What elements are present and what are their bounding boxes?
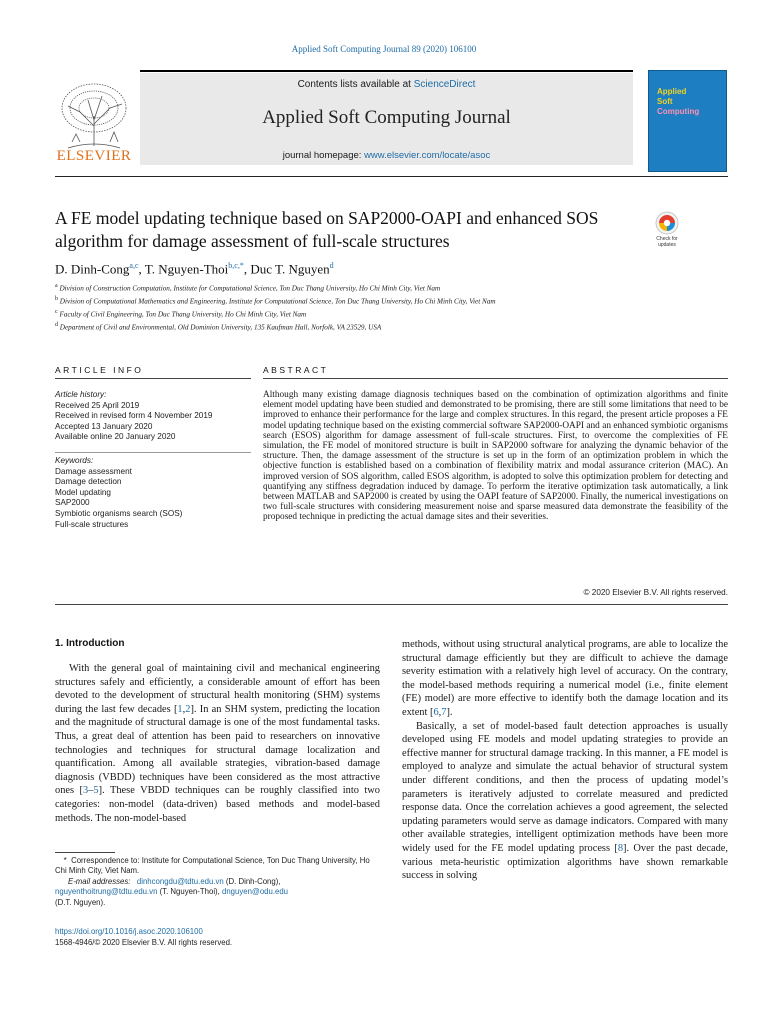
check-updates-line-2: updates xyxy=(658,242,676,248)
intro-text: ]. Over the past decade, various meta-heuristic optimization algorithms have shown remarkable success in solving xyxy=(402,842,729,882)
email-note xyxy=(55,877,380,908)
doi-link[interactable]: https://doi.org/10.1016/j.asoc.2020.106100 xyxy=(55,927,203,936)
intro-text: Basically, a set of model-based fault detection approaches is usually developed using FE models and model updating strategies to provide an effective manner for structural damage tracking. In this manner, a FE model is employed to analyze and simulate the actual behavior of structural system under different conditions, and then the process of updating model’s parameters is iteratively adjusted to correlate measured and predicted response data. Once the correlation achieves a good agreement, the selected updating parameters would serve as damage indicators. Compared with many other available strategies, intelligent optimization methods have been more widely used for the FE model updating process [ xyxy=(402,720,728,854)
email-owner: (D.T. Nguyen). xyxy=(55,897,106,907)
keyword: Damage assessment xyxy=(55,466,132,476)
journal-title: Applied Soft Computing Journal xyxy=(262,107,511,128)
intro-text: With the general goal of maintaining civil and mechanical engineering structures safely and efficiently, a considerable amount of effort has been devoted to the development of structural health monitoring (SHM) systems during the last few decades [ xyxy=(55,663,380,715)
correspondence-text: Correspondence to: Institute for Computational Science, Ton Duc Thang University, Ho Chi Minh City, Viet Nam. xyxy=(55,856,370,876)
keyword: SAP2000 xyxy=(55,498,90,508)
intro-paragraph xyxy=(402,720,728,883)
intro-text: ]. These VBDD techniques can be roughly classified into two categories: non-model (data-driven) based methods and model-based methods. The non-model-based xyxy=(55,785,380,824)
history-item: Received in revised form 4 November 2019 xyxy=(55,411,213,421)
author-affil-sup[interactable]: d xyxy=(329,261,334,270)
citation-link[interactable]: 2 xyxy=(185,703,191,715)
keyword: Symbiotic organisms search (SOS) xyxy=(55,508,183,518)
header-bottom-rule xyxy=(55,176,728,177)
history-item: Available online 20 January 2020 xyxy=(55,432,176,442)
author-separator: , xyxy=(243,261,251,277)
email-link[interactable]: nguyenthoitrung@tdtu.edu.vn xyxy=(55,887,158,897)
abstract-rule xyxy=(263,378,728,379)
affiliation xyxy=(55,294,630,307)
homepage-line xyxy=(140,150,633,161)
cover-line-3: Computing xyxy=(657,107,700,116)
abstract-bottom-rule xyxy=(55,604,728,605)
citation-link[interactable]: 8 xyxy=(617,842,624,854)
history-item: Received 25 April 2019 xyxy=(55,400,140,410)
intro-text: methods, without using structural analytical programs, are able to localize the structural damage efficiently but they are difficult to achieve the damage severity estimation with a relatively high level of accuracy. On the contrary, the model-based methods requiring a numerical model (i.e., finite element (FE) model) are more effective to identify both the damage location and its extent [ xyxy=(402,639,728,718)
email-link[interactable]: dinhcongdu@tdtu.edu.vn xyxy=(136,876,224,886)
cover-title xyxy=(657,87,699,117)
abstract-heading: ABSTRACT xyxy=(263,365,329,375)
history-item: Accepted 13 January 2020 xyxy=(55,421,153,431)
citation-link[interactable]: 7 xyxy=(441,706,447,718)
affiliation-text: Department of Civil and Environmental, Old Dominion University, 135 Kaufman Hall, Norfolk, VA 23529, USA xyxy=(59,323,382,332)
author-name[interactable]: Duc T. Nguyen xyxy=(250,261,330,277)
intro-text: ]. xyxy=(446,706,453,718)
affiliation-sup: b xyxy=(55,295,58,302)
contents-line xyxy=(140,79,633,90)
journal-cover-thumbnail[interactable] xyxy=(648,70,727,172)
cover-line-1: Applied xyxy=(657,87,687,96)
article-info-rule xyxy=(55,378,251,379)
intro-text: ]. In an SHM system, predicting the location and the magnitude of structural damage is one of the most fundamental tasks. Thus, a great deal of attention has been paid to researchers on innovative technologies and techniques for structural damage localization and quantification. Among all available strategies, vibration-based damage diagnosis (VBDD) techniques have been considered as the most attractive ones [ xyxy=(55,703,380,797)
citation-link[interactable]: 3 xyxy=(83,785,89,797)
email-label: E-mail addresses: xyxy=(68,876,131,886)
author-affil-sup[interactable]: a,c xyxy=(129,261,139,270)
article-title: A FE model updating technique based on SAP2000-OAPI and enhanced SOS algorithm for damage assessment of full-scale structures xyxy=(55,208,599,251)
affiliation-text: Faculty of Civil Engineering, Ton Duc Thang University, Ho Chi Minh City, Viet Nam xyxy=(59,310,307,319)
citation-link[interactable]: 5 xyxy=(93,785,99,797)
author-affil-sup[interactable]: b,c,* xyxy=(228,261,244,270)
affiliations xyxy=(55,281,630,333)
abstract-copyright: © 2020 Elsevier B.V. All rights reserved. xyxy=(583,588,728,597)
sciencedirect-link[interactable]: ScienceDirect xyxy=(413,79,476,90)
keywords-rule xyxy=(55,452,251,453)
affiliation-text: Division of Computational Mathematics and Engineering, Institute for Computational Science, Ton Duc Thang University, Ho Chi Minh City, Viet Nam xyxy=(59,297,496,306)
check-updates-label[interactable] xyxy=(648,236,686,248)
homepage-prefix: journal homepage: xyxy=(282,150,365,161)
affiliation-text: Division of Construction Computation, Institute for Computational Science, Ton Duc Thang University, Ho Chi Minh City, Viet Nam xyxy=(59,284,441,293)
journal-reference[interactable]: Applied Soft Computing Journal 89 (2020) 106100 xyxy=(291,44,477,54)
keyword: Damage detection xyxy=(55,477,122,487)
header-top-rule xyxy=(140,70,633,72)
affiliation-sup: a xyxy=(55,283,58,289)
page-footer xyxy=(55,927,232,948)
correspondence-note xyxy=(55,856,380,877)
publisher-name: ELSEVIER xyxy=(56,148,132,164)
author-separator: , xyxy=(138,261,145,277)
email-owner: (T. Nguyen-Thoi), xyxy=(157,887,222,897)
keyword: Full-scale structures xyxy=(55,519,129,529)
email-link[interactable]: dnguyen@odu.edu xyxy=(221,887,288,897)
keywords-heading: Keywords: xyxy=(55,456,94,465)
section-heading: 1. Introduction xyxy=(55,638,125,649)
author-name[interactable]: T. Nguyen-Thoi xyxy=(144,261,229,277)
footnote-rule xyxy=(55,852,115,853)
citation-link[interactable]: 6 xyxy=(433,706,439,718)
abstract-text: Although many existing damage diagnosis techniques based on the combination of optimization algorithms and finite element model updating have been studied and demonstrated to be promising, there are still some limitations that need to be improved to enhance their performance for the large and complex structures. In this regard, the present article proposes a FE model updating technique based on the existing commercial software SAP2000-OAPI and an enhanced symbiotic organisms search (ESOS) algorithm for damage assessment of full-scale structures. First, to overcome the complexities of FE simulation, the FE model of monitored structure is built in SAP2000 software for analyzing the dynamic behavior of the structure. Then, the damage assessment of the structure is set up in the form of an optimization problem in which the objective function is established based on a combination of flexibility matrix and modal assurance criterion (MAC). An improved version of SOS algorithm, called ESOS algorithm, is adopted to solve this optimization problem for detecting and quantifying any stiffness degradation induced by damage. To perform the iterative optimization task automatically, a link between MATLAB and SAP2000 is created by using the OAPI feature of SAP2000. Finally, the numerical investigations on two full-scale structures with considering measurement noise and sparse measured data demonstrate the feasibility of the proposed technique in predicting the actual damage sites and their severities. xyxy=(263,390,728,523)
asterisk-icon: * xyxy=(63,856,67,865)
article-history xyxy=(55,390,251,443)
email-owner: (D. Dinh-Cong), xyxy=(223,876,281,886)
keywords xyxy=(55,456,251,530)
author-list xyxy=(55,261,334,277)
affiliation-sup: c xyxy=(55,308,58,315)
affiliation-sup: d xyxy=(55,321,58,328)
issn-line: 1568-4946/© 2020 Elsevier B.V. All rights reserved. xyxy=(55,937,233,947)
citation-link[interactable]: 1 xyxy=(177,703,183,715)
affiliation xyxy=(55,320,630,333)
homepage-link[interactable]: www.elsevier.com/locate/asoc xyxy=(364,150,491,161)
check-updates-line-1: Check for xyxy=(656,236,678,242)
footnote xyxy=(55,856,380,908)
affiliation xyxy=(55,307,630,320)
contents-prefix: Contents lists available at xyxy=(297,79,414,90)
intro-right-column xyxy=(402,638,728,883)
history-heading: Article history: xyxy=(55,390,107,399)
intro-left-column xyxy=(55,662,380,825)
keyword: Model updating xyxy=(55,487,111,497)
article-info-heading: ARTICLE INFO xyxy=(55,365,144,375)
affiliation xyxy=(55,281,630,294)
cover-line-2: Soft xyxy=(657,97,673,106)
author-name[interactable]: D. Dinh-Cong xyxy=(55,261,130,277)
intro-paragraph: methods, without using structural analytical programs, are able to localize the structural damage efficiently but they are difficult to achieve the damage severity estimation with a relatively high level of accuracy. On the contrary, the model-based methods requiring a numerical model (i.e., finite element (FE) model) are more effective to identify both the damage location and its extent [6,7]. xyxy=(402,639,728,718)
intro-paragraph: With the general goal of maintaining civil and mechanical engineering structures safely and efficiently, a considerable amount of effort has been devoted to the development of structural health monitoring (SHM) systems during the last few decades [1,2]. In an SHM system, predicting the location and the magnitude of structural damage is one of the most fundamental tasks. Thus, a great deal of attention has been paid to researchers on innovative technologies and techniques for structural damage localization and quantification. Among all available strategies, vibration-based damage diagnosis (VBDD) techniques have been considered as the most attractive ones [3–5]. These VBDD techniques can be roughly classified into two categories: non-model (data-driven) based methods and model-based methods. The non-model-based xyxy=(55,663,380,824)
